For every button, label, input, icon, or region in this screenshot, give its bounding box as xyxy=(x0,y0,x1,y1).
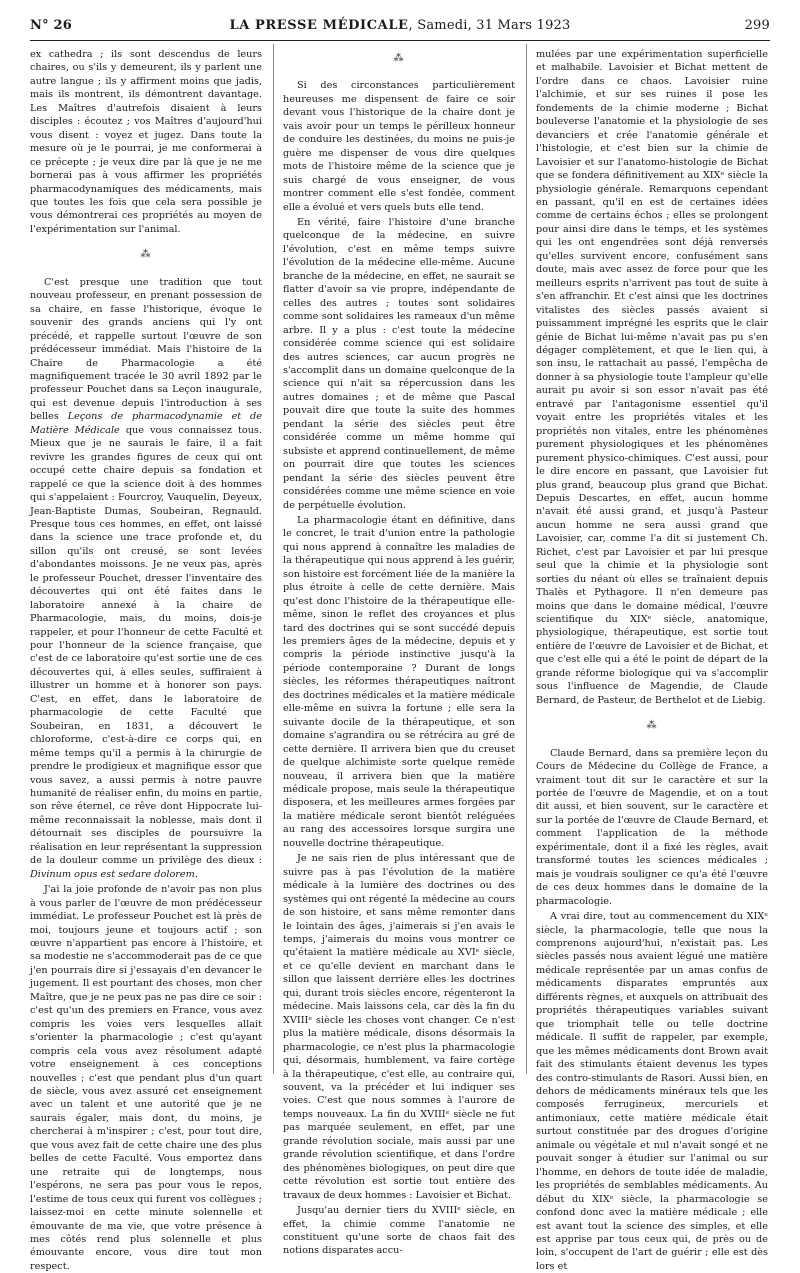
latin-quote: Divinum opus est sedare dolorem. xyxy=(30,868,198,880)
header-rule xyxy=(30,40,770,41)
paragraph: C'est presque une tradition que tout nouveau professeur, en prenant possession de sa chaire, en fasse l'historique, évoque le souvenir des grands anciens qui l'y ont précédé, et rappelle surtout l'œuvre de son prédécesseur immédiat. Mais l'histoire de la Chaire de Pharmacologie a été magnifiquement tracée le 30 avril 1892 par le professeur Pouchet dans sa Leçon inaugurale, qui est devenue depuis l'introduction à ses belles Leçons de pharmacodynamie et de Matière Médicale que vous connaissez tous. Mieux que je ne saurais le faire, il a fait revivre les grandes figures de ceux qui ont occupé cette chaire depuis sa fondation et rappelé ce que la science doit à des hommes qui s'appelaient : Fourcroy, Vauquelin, Deyeux, Jean-Baptiste Dumas, Soubeiran, Regnauld. Presque tous ces hommes, en effet, ont laissé dans la science une trace profonde et, du sillon qu'ils ont creusé, se sont levées d'abondantes moissons. Je ne veux pas, après le professeur Pouchet, dresser l'inventaire des découvertes qui ont été faites dans le laboratoire annexé à la chaire de Pharmacologie, mais, du moins, dois-je rappeler, et pour l'honneur de cette Faculté et pour l'honneur de la science française, que c'est de ce laboratoire qu'est sortie une de ces découvertes qui, à elles seules, suffiraient à illustrer un homme et à honorer son pays. C'est, en effet, dans le laboratoire de pharmacologie de cette Faculté que Soubeiran, en 1831, a découvert le chloroforme, c'est-à-dire ce corps qui, en même temps qu'il a permis à la chirurgie de prendre le prodigieux et magnifique essor que vous savez, a aussi permis à notre pauvre humanité de réaliser enfin, du moins en partie, son rêve éternel, ce rêve dont Hippocrate lui-même reconnaissait la noblesse, mais dont il détournait ses disciples de poursuivre la réalisation en leur représentant la suppression de la douleur comme un privilège des dieux : Divinum opus est sedare dolorem. xyxy=(30,276,262,880)
paragraph: En vérité, faire l'histoire d'une branche quelconque de la médecine, en suivre l'évolution, c'est en même temps suivre l'évolution de la médecine elle-même. Aucune branche de la médecine, en effet, ne saurait se flatter d'avoir sa vie propre, indépendante de celles des autres ; toutes sont solidaires comme sont solidaires les rameaux d'un même arbre. Il y a plus : c'est toute la médecine considérée comme science qui est solidaire des autres sciences, car aucun progrès ne s'accomplit dans un domaine quelconque de la science qui n'ait sa répercussion dans les autres domaines ; et de même que Pascal pouvait dire que toute la suite des hommes pendant la série des siècles peut être considérée comme un même homme qui subsiste et apprend continuellement, de même on pourrait dire que toutes les sciences pendant la série des siècles peuvent être considérées comme une même science en voie de perpétuelle évolution. xyxy=(283,216,515,511)
paragraph: Je ne sais rien de plus intéressant que de suivre pas à pas l'évolution de la matière médicale à la lumière des doctrines ou des systèmes qui ont régenté la médecine au cours de son histoire, et sans même remonter dans le lointain des âges, j'aimerais si j'en avais le temps, j'aimerais du moins vous montrer ce qu'étaient la matière médicale au XVIᵉ siècle, et ce qu'elle devient en marchant dans le sillon que laissent derrière elles les doctrines qui, durant trois siècles encore, régenteront la médecine. Mais laissons cela, car dès la fin du XVIIIᵉ siècle les choses vont changer. Ce n'est plus la matière médicale, disons désormais la pharmacologie, ce n'est plus la pharmacologie qui, désormais, humblement, va faire cortège à la thérapeutique, c'est elle, au contraire qui, souvent, va la précéder et lui indiquer ses voies. C'est que nous sommes à l'aurore de temps nouveaux. La fin du XVIIIᵉ siècle ne fut pas marquée seulement, en effet, par une grande révolution sociale, mais aussi par une grande révolution scientifique, et dans l'ordre des phénomènes biologiques, on peut dire que cette révolution est sortie tout entière des travaux de deux hommes : Lavoisier et Bichat. xyxy=(283,853,515,1201)
paragraph: La pharmacologie étant en définitive, dans le concret, le trait d'union entre la pathologie qui nous apprend à connaître les maladies de la thérapeutique qui nous apprend à les guérir, son histoire est forcément liée de la manière la plus étroite à celle de cette dernière. Mais qu'est donc l'histoire de la thérapeutique elle-même, sinon le reflet des croyances et plus tard des doctrines qui se sont succédé depuis les premiers âges de la médecine, depuis et y compris la période instinctive jusqu'à la période contemporaine ? Durant de longs siècles, les réformes thérapeutiques naîtront des doctrines médicales et la matière médicale elle-même en suivra la fortune ; elle sera la suivante docile de la thérapeutique, et son domaine s'agrandira ou se rétrécira au gré de cette dernière. Il arrivera bien que du creuset de quelque alchimiste sorte quelque remède nouveau, il arrivera bien que la matière médicale propose, mais seule la thérapeutique disposera, et les meilleures armes forgées par la matière médicale seront bientôt reléguées au rang des accessoires lorsque surgira une nouvelle doctrine thérapeutique. xyxy=(283,514,515,849)
paragraph: Jusqu'au dernier tiers du XVIIIᵉ siècle, en effet, la chimie comme l'anatomie ne constituent qu'une sorte de chaos fait des notions disparates accu- xyxy=(283,1205,515,1257)
text-column-2 xyxy=(283,48,515,1257)
paragraph: A vrai dire, tout au commencement du XIXᵉ siècle, la pharmacologie, telle que nous la comprenons aujourd'hui, n'existait pas. Les siècles passés nous avaient légué une matière médicale représentée par un amas confus de médicaments disparates empruntés aux différents règnes, et auxquels on attribuait des propriétés thérapeutiques variables suivant que triomphait telle ou telle doctrine médicale. Il suffit de rappeler, par exemple, que les mêmes médicaments dont Brown avait fait des stimulants étaient devenus les types des contro-stimulants de Rasori. Aussi bien, en dehors de médicaments minéraux tels que les composés ferrugineux, mercuriels et antimoniaux, cette matière médicale était surtout constituée par des drogues d'origine animale ou végétale et nul n'avait songé et ne pouvait songer à étudier sur l'animal ou sur l'homme, en dehors de toute idée de maladie, les propriétés de semblables médicaments. Au début du XIXᵉ siècle, la pharmacologie se confond donc avec la matière médicale ; elle est avant tout la science des simples, et elle est apprise par tous ceux qui, de près ou de loin, s'occupent de l'art de guérir ; elle est dès lors et xyxy=(536,911,768,1272)
page-header xyxy=(30,18,770,38)
issue-date: , Samedi, 31 Mars 1923 xyxy=(408,18,571,33)
page-number: 299 xyxy=(744,18,770,33)
italic-title: Leçons de pharmacodynamie et de Matière Médicale xyxy=(30,411,262,436)
paragraph: J'ai la joie profonde de n'avoir pas non plus à vous parler de l'œuvre de mon prédécesseur immédiat. Le professeur Pouchet est là près de moi, toujours jeune et toujours actif ; son œuvre n'appartient pas encore à l'histoire, et sa modestie ne s'accommoderait pas de ce que j'en pourrais dire si j'essayais d'en devancer le jugement. Il est pourtant des choses, mon cher Maître, que je ne peux pas ne pas dire ce soir : c'est qu'un des premiers en France, vous avez compris les voies vers lesquelles allait s'orienter la pharmacologie ; c'est qu'ayant compris cela vous avez résolument adapté votre enseignement à ces conceptions nouvelles ; c'est que pendant plus d'un quart de siècle, vous avez assuré cet enseignement avec un talent et une autorité que je ne saurais égaler, mais dont, du moins, je chercherai à m'inspirer ; c'est, pour tout dire, que vous avez fait de cette chaire une des plus belles de cette Faculté. Vous emportez dans une retraite qui de longtemps, nous l'espérons, ne sera pas pour vous le repos, l'estime de tous ceux qui furent vos collègues ; laissez-moi en cette minute solennelle et émouvante de ma vie, que votre présence à mes côtés rend plus solennelle et plus émouvante encore, vous dire tout mon respect. xyxy=(30,884,262,1272)
column-rule-left xyxy=(273,44,274,1074)
section-separator: ⁂ xyxy=(393,53,405,64)
paragraph: ex cathedra ; ils sont descendus de leurs chaires, ou s'ils y demeurent, ils y parlent une autre langue ; ils y affirment moins que jadis, mais ils montrent, ils démontrent davantage. Les Maîtres d'autrefois disaient à leurs disciples : écoutez ; vos Maîtres d'aujourd'hui vous disent : voyez et jugez. Dans toute la mesure où je le pourrai, je me conformerai à ce précepte ; je veux dire par là que je ne me bornerai pas à vous affirmer les propriétés pharmacodynamiques des médicaments, mais que toutes les fois que cela sera possible je vous démontrerai ces propriétés au moyen de l'expérimentation sur l'animal. xyxy=(30,49,262,235)
journal-name: LA PRESSE MÉDICALE xyxy=(229,18,409,33)
text-column-3 xyxy=(536,48,768,1272)
paragraph: Si des circonstances particulièrement heureuses me dispensent de faire ce soir devant vous l'historique de la chaire dont je vais avoir pour un temps le périlleux honneur de conduire les destinées, du moins ne puis-je guère me dispenser de vous dire quelques mots de l'histoire même de la science que je suis chargé de vous enseigner, de vous montrer comment elle s'est fondée, comment elle a évolué et vers quels buts elle tend. xyxy=(283,80,515,213)
section-separator: ⁂ xyxy=(646,720,658,732)
section-separator: ⁂ xyxy=(140,249,152,261)
issue-number: N° 26 xyxy=(30,18,72,33)
paragraph: Claude Bernard, dans sa première leçon du Cours de Médecine du Collège de France, a vraiment tout dit sur le caractère et sur la portée de l'œuvre de Magendie, et on a tout dit aussi, et bien souvent, sur le caractère et sur la portée de l'œuvre de Claude Bernard, et comment l'application de la méthode expérimentale, dont il a fixé les règles, avait transformé toutes les sciences médicales ; mais je voudrais souligner ce qu'a été l'œuvre de ces deux hommes dans le domaine de la pharmacologie. xyxy=(536,747,768,907)
column-rule-right xyxy=(526,44,527,1074)
text-column-1 xyxy=(30,48,262,1272)
paragraph: mulées par une expérimentation superficielle et malhabile. Lavoisier et Bichat mettent de l'ordre dans ce chaos. Lavoisier ruine l'alchimie, et sur ses ruines il pose les fondements de la chimie moderne ; Bichat bouleverse l'anatomie et la physiologie de ses devanciers et crée l'anatomie générale et l'histologie, et c'est bien sur la chimie de Lavoisier et sur l'anatomo-histologie de Bichat que se fondera définitivement au XIXᵉ siècle la physiologie générale. Remarquons cependant en passant, qu'il en est de certaines idées comme de certains échos ; elles se prolongent pour ainsi dire dans le temps, et les systèmes qui les ont engendrées sont déjà renversés qu'elles survivent encore, confusément sans doute, mais avec assez de force pour que les meilleurs esprits n'arrivent pas tout de suite à s'en affranchir. Et c'est ainsi que les doctrines vitalistes des siècles passés avaient si puissamment imprégné les esprits que le clair génie de Bichat lui-même n'avait pas pu s'en dégager complètement, et que le lien qui, à son insu, le rattachait au passé, l'empêcha de donner à sa physiologie toute l'ampleur qu'elle aurait pu avoir si son essor n'avait pas été entravé par l'antagonisme essentiel qu'il voyait entre les propriétés vitales et les propriétés non vitales, entre les phénomènes purement physiologiques et les phénomènes purement physico-chimiques. C'est aussi, pour le dire encore en passant, que Lavoisier fut plus grand, beaucoup plus grand que Bichat. Depuis Descartes, en effet, aucun homme n'avait été aussi grand, et jusqu'à Pasteur aucun homme ne sera aussi grand que Lavoisier, car, comme l'a dit si justement Ch. Richet, c'est par Lavoisier et par lui presque seul que la chimie et la physiologie sont sorties du néant où elles se traînaient depuis Thalès et Pythagore. Il n'en demeure pas moins que dans le domaine médical, l'œuvre scientifique du XIXᵉ siècle, anatomique, physiologique, thérapeutique, est sortie tout entière de l'œuvre de Lavoisier et de Bichat, et que c'est elle qui a été le point de départ de la grande réforme biologique qui va s'accomplir sous l'influence de Magendie, de Claude Bernard, de Pasteur, de Berthelot et de Liebig. xyxy=(536,49,768,706)
running-title xyxy=(30,18,770,33)
